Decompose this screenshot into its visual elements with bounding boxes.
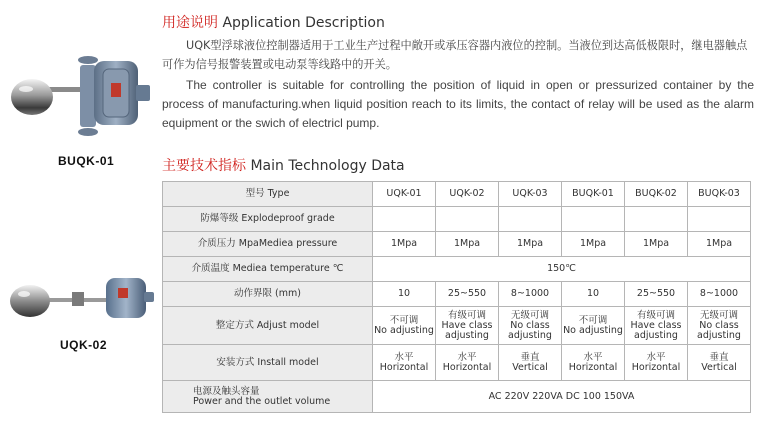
action-range-row xyxy=(163,282,751,307)
adjust-value: 无级可调 No class adjusting xyxy=(688,307,751,345)
range-value: 25~550 xyxy=(625,282,688,307)
range-value: 8~1000 xyxy=(688,282,751,307)
temperature-label: 介质温度 Mediea temperature ℃ xyxy=(163,257,373,282)
model-header-cell: BUQK-02 xyxy=(625,182,688,207)
pressure-value: 1Mpa xyxy=(688,232,751,257)
temperature-value: 150℃ xyxy=(373,257,751,282)
uqk-02-product-image xyxy=(6,268,158,338)
temperature-row xyxy=(163,257,751,282)
application-title-cn: 用途说明 xyxy=(162,15,218,31)
pressure-value: 1Mpa xyxy=(499,232,562,257)
install-model-row xyxy=(163,345,751,381)
adjust-value: 不可调 No adjusting xyxy=(373,307,436,345)
buqk-01-label: BUQK-01 xyxy=(58,154,115,168)
adjust-value: 有级可调 Have class adjusting xyxy=(436,307,499,345)
pressure-label: 介质压力 MpaMediea pressure xyxy=(163,232,373,257)
header-type-cell: 型号 Type xyxy=(163,182,373,207)
adjust-model-row xyxy=(163,307,751,345)
technology-data-table xyxy=(162,181,751,413)
adjust-model-label: 整定方式 Adjust model xyxy=(163,307,373,345)
range-value: 10 xyxy=(373,282,436,307)
technology-data-title xyxy=(162,155,405,175)
install-model-label: 安装方式 Install model xyxy=(163,345,373,381)
model-header-cell: UQK-02 xyxy=(436,182,499,207)
range-value: 10 xyxy=(562,282,625,307)
pressure-value: 1Mpa xyxy=(625,232,688,257)
explosion-grade-row xyxy=(163,207,751,232)
adjust-value: 有级可调 Have class adjusting xyxy=(625,307,688,345)
pressure-value: 1Mpa xyxy=(562,232,625,257)
install-value: 水平 Horizontal xyxy=(436,345,499,381)
explosion-grade-label: 防爆等级 Explodeproof grade xyxy=(163,207,373,232)
power-row xyxy=(163,381,751,413)
table-header-row xyxy=(163,182,751,207)
model-header-cell: UQK-03 xyxy=(499,182,562,207)
buqk-01-product-image xyxy=(8,45,158,145)
install-value: 垂直 Vertical xyxy=(688,345,751,381)
install-value: 水平 Horizontal xyxy=(625,345,688,381)
range-value: 8~1000 xyxy=(499,282,562,307)
application-title-en: Application Description xyxy=(218,15,385,31)
power-value: AC 220V 220VA DC 100 150VA xyxy=(373,381,751,413)
range-value: 25~550 xyxy=(436,282,499,307)
model-header-cell: BUQK-03 xyxy=(688,182,751,207)
pressure-row xyxy=(163,232,751,257)
adjust-value: 无级可调 No class adjusting xyxy=(499,307,562,345)
technology-title-en: Main Technology Data xyxy=(246,158,405,174)
application-paragraph-cn: UQK型浮球液位控制器适用于工业生产过程中敞开或承压容器内液位的控制。当液位到达高低极限时，继电器触点可作为信号报警装置或电动泵等线路中的开关。 xyxy=(162,39,748,71)
action-range-label: 动作界限 (mm) xyxy=(163,282,373,307)
uqk-02-label: UQK-02 xyxy=(60,338,108,352)
pressure-value: 1Mpa xyxy=(373,232,436,257)
adjust-value: 不可调 No adjusting xyxy=(562,307,625,345)
install-value: 水平 Horizontal xyxy=(373,345,436,381)
application-description-title xyxy=(162,12,385,32)
model-header-cell: BUQK-01 xyxy=(562,182,625,207)
install-value: 垂直 Vertical xyxy=(499,345,562,381)
technology-title-cn: 主要技术指标 xyxy=(162,158,246,174)
pressure-value: 1Mpa xyxy=(436,232,499,257)
model-header-cell: UQK-01 xyxy=(373,182,436,207)
install-value: 水平 Horizontal xyxy=(562,345,625,381)
power-label: 电源及触头容量 Power and the outlet volume xyxy=(163,381,373,413)
application-paragraph-en: The controller is suitable for controlling the position of liquid in open or pressurized container by the process of manufacturing.when liquid position reach to its limits, the contact of relay will be used as the alarm equipment or the swich of electricl pump. xyxy=(162,78,754,130)
